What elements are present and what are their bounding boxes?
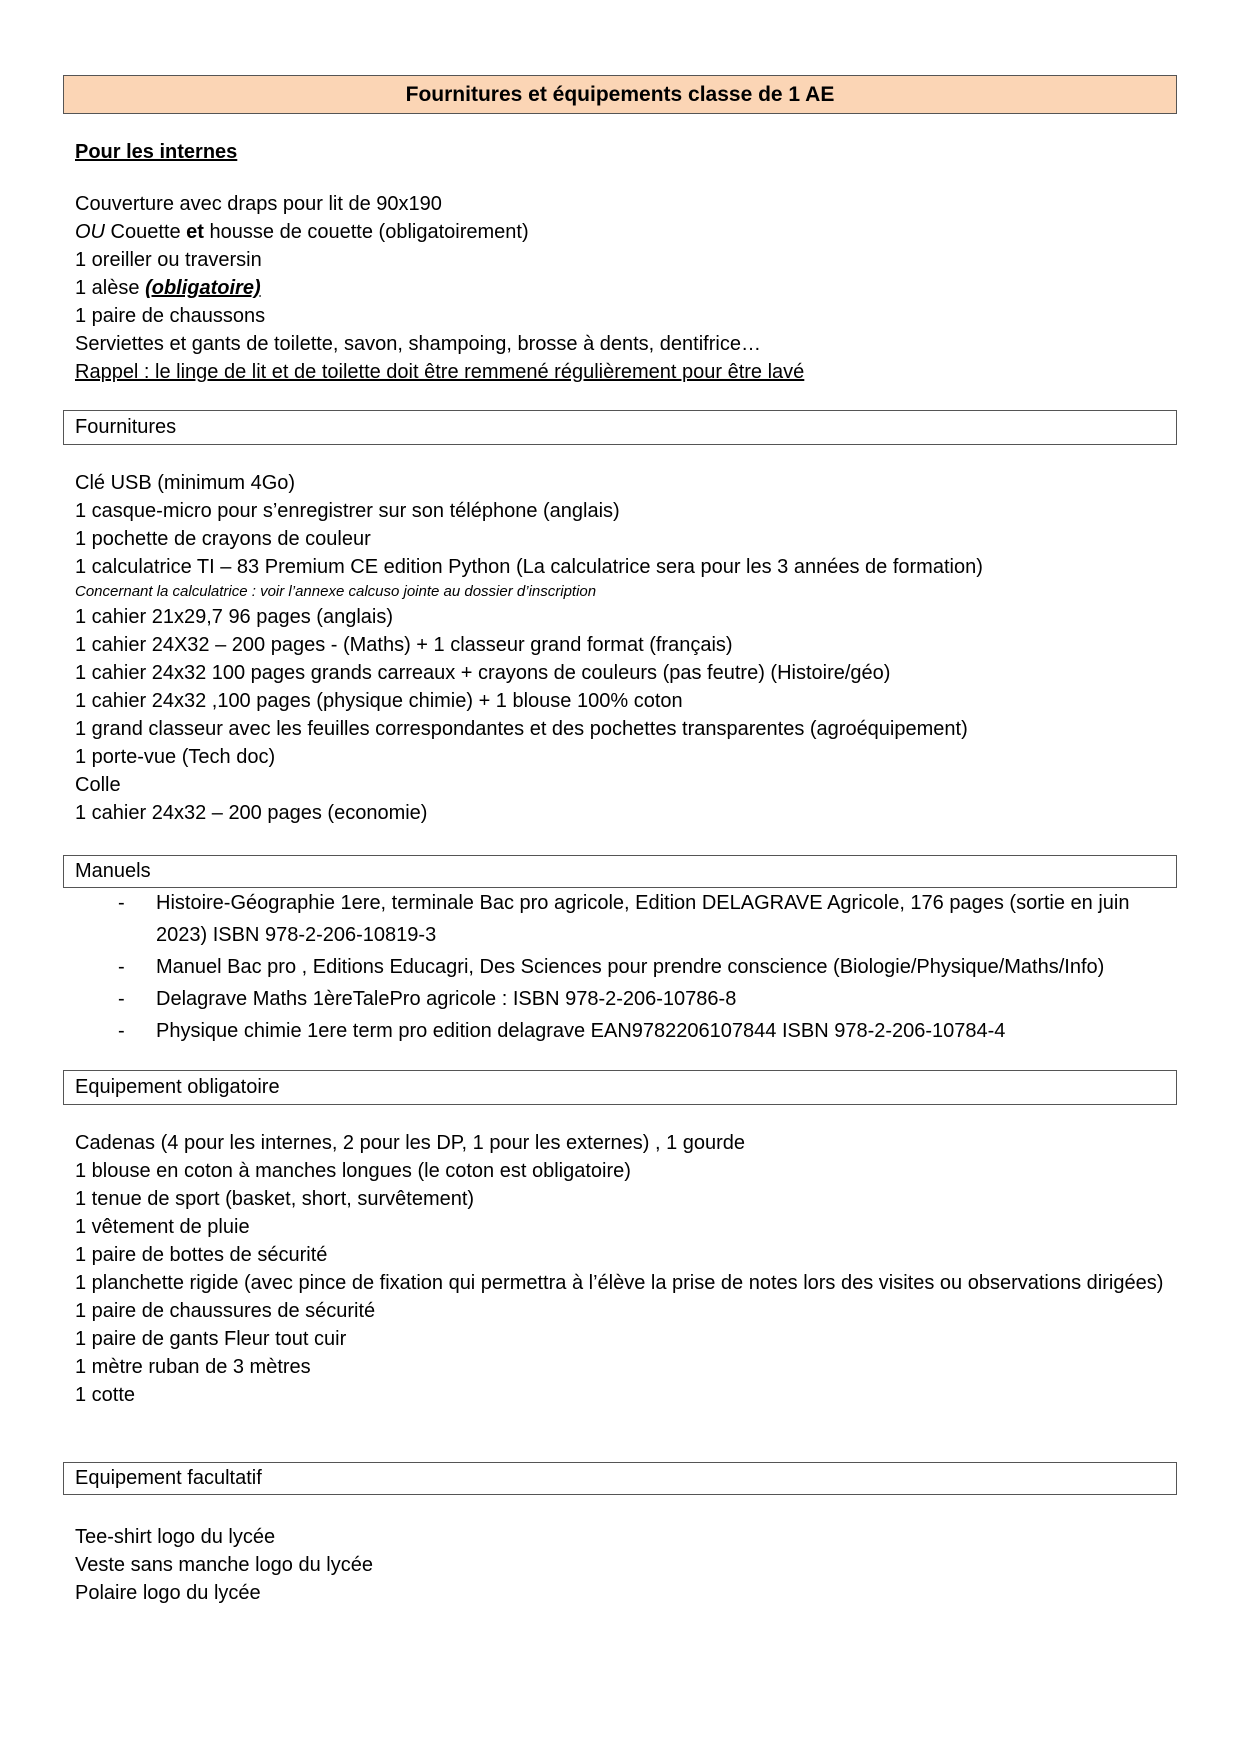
list-item: 1 mètre ruban de 3 mètres [75, 1356, 311, 1378]
list-item: Clé USB (minimum 4Go) [75, 472, 296, 494]
internes-line: 1 paire de chaussons [75, 305, 266, 327]
obligatoire-header [63, 1070, 1177, 1105]
list-item: 1 planchette rigide (avec pince de fixation qui permettra à l’élève la prise de notes lors des visites ou observations dirigées) [75, 1272, 1164, 1294]
list-item: 1 pochette de crayons de couleur [75, 528, 371, 550]
internes-line: Serviettes et gants de toilette, savon, shampoing, brosse à dents, dentifrice… [75, 333, 761, 355]
list-item: 1 porte-vue (Tech doc) [75, 746, 276, 768]
facultatif-header [63, 1462, 1177, 1495]
list-item [118, 1015, 1178, 1047]
list-item: 1 cahier 24x32 ,100 pages (physique chimie) + 1 blouse 100% coton [75, 690, 683, 712]
list-item [118, 983, 1178, 1015]
housse-text: housse de couette (obligatoirement) [203, 221, 529, 243]
facultatif-heading: Equipement facultatif [75, 1467, 262, 1489]
list-item: 1 tenue de sport (basket, short, survêtement) [75, 1188, 475, 1210]
obligatoire-heading: Equipement obligatoire [75, 1076, 280, 1098]
internes-line [75, 274, 1175, 302]
internes-line: Couverture avec draps pour lit de 90x190 [75, 193, 442, 215]
internes-line [75, 218, 1175, 246]
rappel-line: Rappel : le linge de lit et de toilette doit être remmené régulièrement pour être lavé [75, 361, 805, 383]
couette-text: Couette [105, 221, 187, 243]
list-item: Colle [75, 774, 121, 796]
list-dash: - [118, 892, 125, 914]
manuel-text: Delagrave Maths 1èreTalePro agricole : ISBN 978-2-206-10786-8 [156, 988, 737, 1010]
list-item: Cadenas (4 pour les internes, 2 pour les DP, 1 pour les externes) , 1 gourde [75, 1132, 746, 1154]
obligatoire-list [75, 1129, 1175, 1409]
fournitures-heading: Fournitures [75, 416, 177, 438]
list-dash: - [118, 956, 125, 978]
manuel-text: Manuel Bac pro , Editions Educagri, Des Sciences pour prendre conscience (Biologie/Physique/Maths/Info) [156, 956, 1105, 978]
list-item: 1 grand classeur avec les feuilles correspondantes et des pochettes transparentes (agroéquipement) [75, 718, 968, 740]
internes-line: 1 oreiller ou traversin [75, 249, 262, 271]
list-item: Veste sans manche logo du lycée [75, 1554, 373, 1576]
internes-section [75, 138, 1175, 386]
list-item: Tee-shirt logo du lycée [75, 1526, 276, 1548]
list-item: 1 vêtement de pluie [75, 1216, 250, 1238]
list-item: 1 paire de bottes de sécurité [75, 1244, 328, 1266]
internes-heading: Pour les internes [75, 141, 238, 163]
manuel-text: Histoire-Géographie 1ere, terminale Bac pro agricole, Edition DELAGRAVE Agricole, 176 pages (sortie en juin 2023) ISBN 978-2-206-10819-3 [156, 892, 1130, 946]
list-item: 1 paire de chaussures de sécurité [75, 1300, 376, 1322]
list-item: 1 cahier 21x29,7 96 pages (anglais) [75, 606, 393, 628]
spacer [75, 166, 1175, 190]
list-item: 1 casque-micro pour s’enregistrer sur son téléphone (anglais) [75, 500, 620, 522]
list-item: 1 cahier 24X32 – 200 pages - (Maths) + 1 classeur grand format (français) [75, 634, 733, 656]
list-dash: - [118, 1020, 125, 1042]
list-item: 1 paire de gants Fleur tout cuir [75, 1328, 347, 1350]
fournitures-header [63, 410, 1177, 445]
list-item [118, 951, 1178, 983]
ou-text: OU [75, 221, 105, 243]
document-title [63, 75, 1177, 114]
manuels-list [118, 887, 1178, 1047]
list-item: 1 blouse en coton à manches longues (le coton est obligatoire) [75, 1160, 631, 1182]
manuels-heading: Manuels [75, 860, 151, 882]
list-item: 1 calculatrice TI – 83 Premium CE edition Python (La calculatrice sera pour les 3 années de formation) [75, 556, 983, 578]
et-text: et [186, 221, 204, 243]
calculatrice-note: Concernant la calculatrice : voir l’annexe calcuso jointe au dossier d’inscription [75, 583, 597, 600]
list-item: Polaire logo du lycée [75, 1582, 261, 1604]
manuel-text: Physique chimie 1ere term pro edition delagrave EAN9782206107844 ISBN 978-2-206-10784-4 [156, 1020, 1006, 1042]
list-dash: - [118, 988, 125, 1010]
list-item: 1 cahier 24x32 100 pages grands carreaux + crayons de couleurs (pas feutre) (Histoire/géo) [75, 662, 891, 684]
manuels-header [63, 855, 1177, 888]
list-item: 1 cahier 24x32 – 200 pages (economie) [75, 802, 428, 824]
facultatif-list [75, 1523, 1175, 1607]
list-item: 1 cotte [75, 1384, 136, 1406]
obligatoire-text: (obligatoire) [145, 277, 261, 299]
fournitures-list [75, 469, 1175, 827]
list-item [118, 887, 1178, 951]
document-title-text: Fournitures et équipements classe de 1 AE [405, 82, 835, 106]
alese-text: 1 alèse [75, 277, 146, 299]
